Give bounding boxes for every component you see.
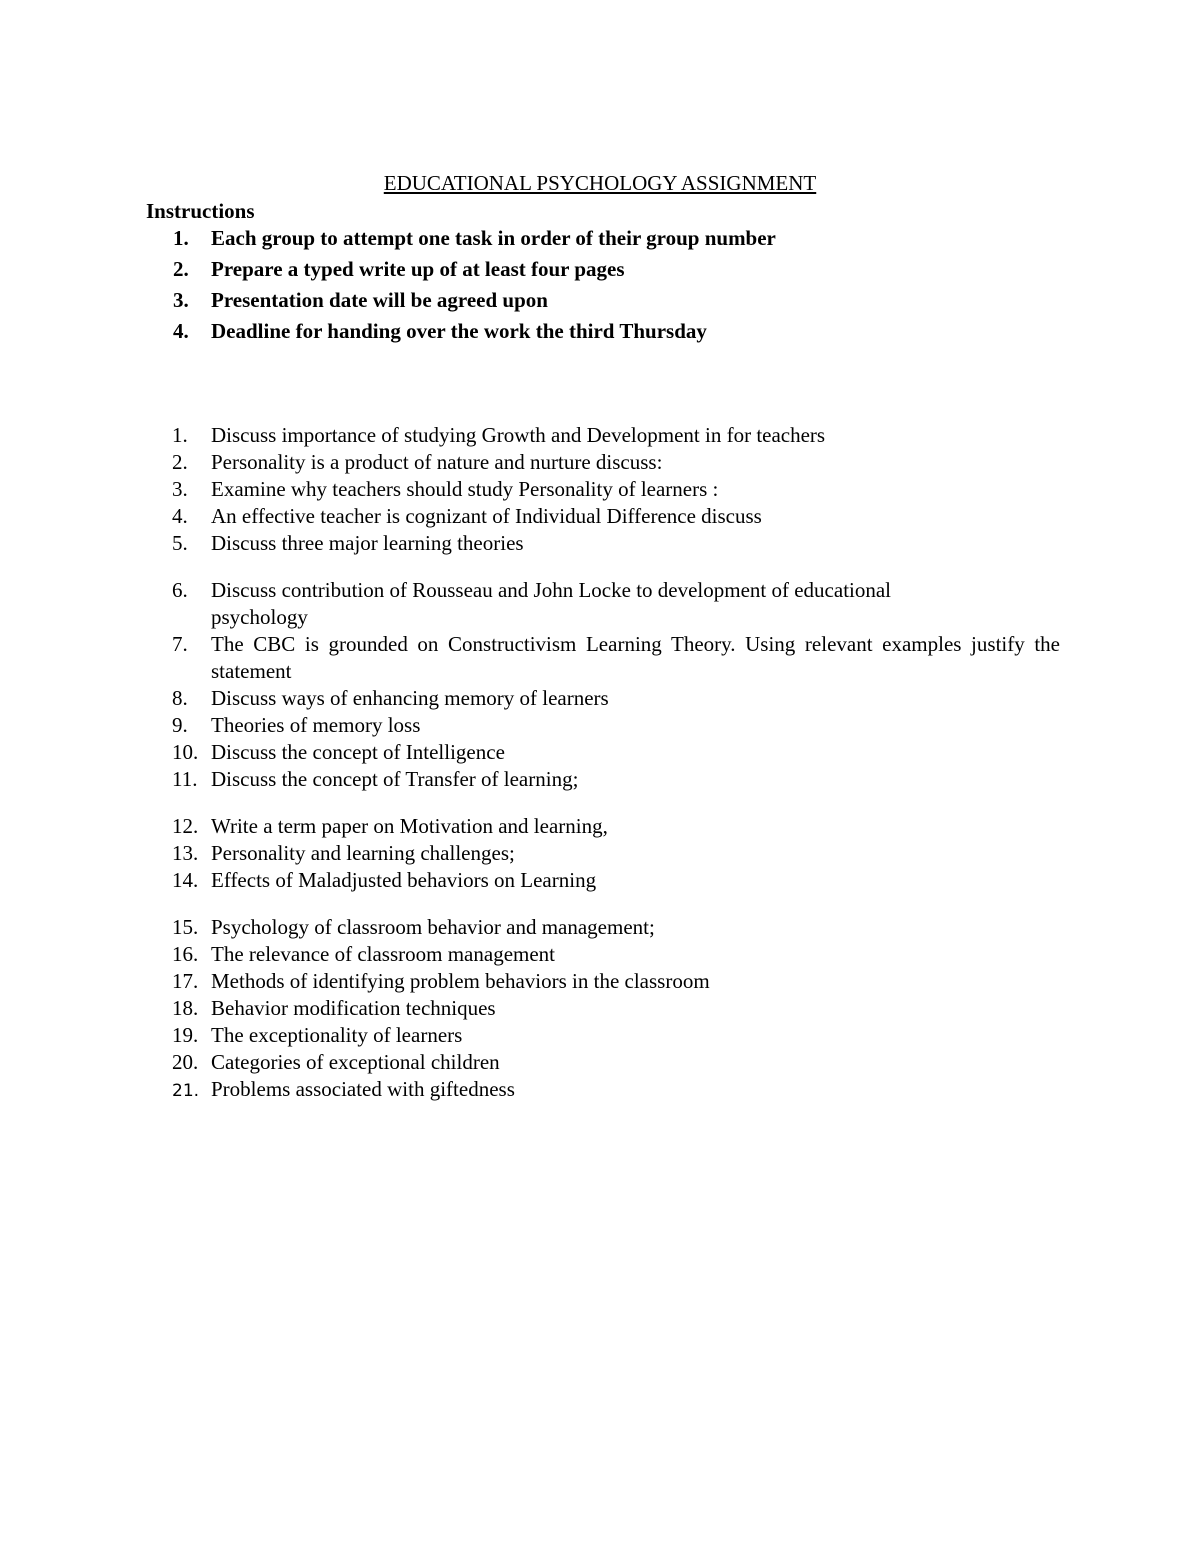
- instruction-number: 2.: [173, 257, 189, 281]
- instruction-number: 4.: [173, 319, 189, 343]
- task-item: [172, 1022, 1060, 1049]
- task-text: Theories of memory loss: [211, 713, 421, 737]
- task-text: The CBC is grounded on Constructivism Learning Theory. Using relevant examples justify the statement: [211, 632, 1060, 683]
- task-text: The exceptionality of learners: [211, 1023, 463, 1047]
- task-number: 18.: [172, 996, 199, 1020]
- instruction-text: Presentation date will be agreed upon: [211, 288, 548, 312]
- task-number: 14.: [172, 868, 199, 892]
- task-number: 9.: [172, 713, 188, 737]
- task-text: Discuss importance of studying Growth and Development in for teachers: [211, 423, 826, 447]
- task-item: [172, 914, 1060, 941]
- instruction-number: 3.: [173, 288, 189, 312]
- task-number: 4.: [172, 504, 188, 528]
- task-number: 1.: [172, 423, 188, 447]
- task-item: [172, 631, 1060, 685]
- task-number: 2.: [172, 450, 188, 474]
- task-number: 11.: [172, 767, 198, 791]
- task-number: 12.: [172, 814, 199, 838]
- task-number: 20.: [172, 1050, 199, 1074]
- instruction-item: [173, 225, 776, 251]
- instruction-text: Each group to attempt one task in order of their group number: [211, 226, 776, 250]
- task-item: [172, 476, 1060, 503]
- task-text: Methods of identifying problem behaviors in the classroom: [211, 969, 710, 993]
- task-item: [172, 422, 1060, 449]
- task-item: [172, 503, 1060, 530]
- task-number: 5.: [172, 531, 188, 555]
- task-text: Effects of Maladjusted behaviors on Learning: [211, 868, 597, 892]
- task-text: Examine why teachers should study Personality of learners :: [211, 477, 719, 501]
- task-item: [172, 1076, 1060, 1103]
- task-text: Discuss ways of enhancing memory of learners: [211, 686, 609, 710]
- task-text: Discuss the concept of Intelligence: [211, 740, 505, 764]
- task-text: Write a term paper on Motivation and learning,: [211, 814, 608, 838]
- task-item: [172, 968, 1060, 995]
- instruction-number: 1.: [173, 226, 189, 250]
- task-text: Personality is a product of nature and nurture discuss:: [211, 450, 663, 474]
- task-number: 21.: [172, 1081, 200, 1101]
- task-text: Psychology of classroom behavior and management;: [211, 915, 655, 939]
- task-item: [172, 840, 1060, 867]
- task-item: [172, 1049, 1060, 1076]
- task-number: 7.: [172, 632, 188, 656]
- task-number: 8.: [172, 686, 188, 710]
- task-item: [172, 995, 1060, 1022]
- task-number: 6.: [172, 578, 188, 602]
- task-text: An effective teacher is cognizant of Individual Difference discuss: [211, 504, 762, 528]
- task-item: [172, 739, 1060, 766]
- instruction-item: [173, 256, 625, 282]
- task-item: [172, 766, 1060, 793]
- task-item: [172, 813, 1060, 840]
- task-text: Categories of exceptional children: [211, 1050, 500, 1074]
- instruction-text: Prepare a typed write up of at least four pages: [211, 257, 625, 281]
- task-text: Personality and learning challenges;: [211, 841, 515, 865]
- task-item: [172, 712, 1060, 739]
- instruction-text: Deadline for handing over the work the third Thursday: [211, 319, 707, 343]
- task-item: [172, 941, 1060, 968]
- task-number: 16.: [172, 942, 199, 966]
- task-text: Behavior modification techniques: [211, 996, 496, 1020]
- document-title: EDUCATIONAL PSYCHOLOGY ASSIGNMENT: [383, 171, 817, 195]
- instruction-item: [173, 318, 707, 344]
- task-text: Discuss three major learning theories: [211, 531, 524, 555]
- task-item: [172, 449, 1060, 476]
- task-number: 19.: [172, 1023, 199, 1047]
- task-item: [172, 577, 992, 631]
- instruction-item: [173, 287, 548, 313]
- instructions-heading: Instructions: [146, 199, 255, 223]
- task-item: [172, 867, 1060, 894]
- task-number: 17.: [172, 969, 199, 993]
- task-number: 15.: [172, 915, 199, 939]
- task-text: Problems associated with giftedness: [211, 1077, 515, 1101]
- task-text: Discuss contribution of Rousseau and John Locke to development of educational psychology: [211, 578, 892, 629]
- task-text: The relevance of classroom management: [211, 942, 556, 966]
- task-number: 13.: [172, 841, 199, 865]
- task-item: [172, 685, 1060, 712]
- task-item: [172, 530, 1060, 557]
- task-text: Discuss the concept of Transfer of learning;: [211, 767, 579, 791]
- task-number: 10.: [172, 740, 199, 764]
- task-number: 3.: [172, 477, 188, 501]
